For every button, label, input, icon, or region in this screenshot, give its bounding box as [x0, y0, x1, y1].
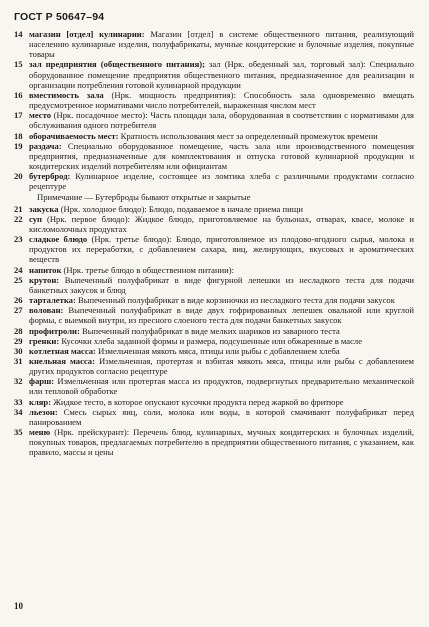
- entry-number: 21: [14, 203, 23, 214]
- entry-number: 15: [14, 59, 23, 70]
- document-header: ГОСТ Р 50647–94: [14, 11, 105, 23]
- entry-definition: Измельченная, протертая и взбитая мякоть мяса, птицы или рыбы с добавлением других продуктов согласно рецептуре: [29, 356, 414, 377]
- entry-definition: Измельченная или протертая масса из продуктов, подвергнутых предварительно механической или тепловой обработке: [29, 376, 414, 397]
- entry-term: сладкое блюдо: [29, 234, 88, 245]
- term-entry: [14, 346, 414, 356]
- term-entry: [14, 110, 414, 130]
- entry-definition: Кратность использования мест за определенный промежуток времени: [118, 130, 378, 141]
- entry-term: место: [29, 110, 51, 121]
- terms-list-a: [14, 29, 414, 192]
- entry-number: 27: [14, 305, 23, 316]
- entry-definition: (Нрк. посадочное место): Часть площади зала, оборудованная в соответствии с нормативами для обслуживания одного потребителя: [29, 110, 414, 131]
- entry-term: тарталетка:: [29, 295, 76, 306]
- entry-term: профитроли:: [29, 325, 80, 336]
- term-entry: [14, 141, 414, 171]
- entry-number: 32: [14, 376, 23, 387]
- term-entry: [14, 90, 414, 110]
- entry-number: 16: [14, 89, 23, 100]
- term-entry: [14, 336, 414, 346]
- entry-definition: (Нрк. мощность предприятия): Способность зала одновременно вмещать предусмотренное нормативами число потребителей, выраженная числом мест: [29, 89, 414, 111]
- entry-definition: Жидкое тесто, в которое опускают кусочки продукта перед жаркой во фритюре: [51, 396, 344, 407]
- entry-definition: Выпеченный полуфабрикат в виде мелких шариков из заварного теста: [79, 325, 340, 336]
- entry-number: 29: [14, 335, 23, 346]
- term-entry: [14, 305, 414, 325]
- entry-definition: Специально оборудованное помещение, часть зала или производственного помещения предприятия, предназначенные для комплектования и отпуска готовой кулинарной продукции и кондитерских изделий потребителям или официантам: [29, 140, 414, 172]
- entry-number: 30: [14, 345, 23, 356]
- term-entry: [14, 29, 414, 59]
- entry-number: 26: [14, 295, 23, 306]
- term-entry: [14, 131, 414, 141]
- entry-number: 33: [14, 396, 23, 407]
- term-entry: [14, 234, 414, 264]
- entry-number: 28: [14, 325, 23, 336]
- entry-term: кнельная масса:: [29, 356, 95, 366]
- entry-number: 17: [14, 110, 23, 121]
- entry-number: 22: [14, 213, 23, 224]
- entry-term: волован:: [29, 305, 64, 316]
- term-entry: [14, 407, 414, 427]
- entry-definition: Выпеченный полуфабрикат в виде двух гофрированных лепешек овальной или круглой формы, с выемкой внутри, из пресного слоеного теста для подачи банкетных закусок: [29, 305, 414, 326]
- entry-definition: Магазин [отдел] в системе общественного питания, реализующий населению кулинарные изделия, полуфабрикаты, мучные кондитерские и булочные изделия, покупные товары: [29, 29, 415, 60]
- term-entry: [14, 356, 414, 376]
- entry-number: 34: [14, 406, 23, 417]
- entry-term: закуска: [29, 203, 59, 214]
- term-entry: [14, 214, 414, 234]
- entry-term: льезон:: [29, 406, 58, 417]
- term-entry: [14, 295, 414, 305]
- entry-definition: зал (Нрк. обеденный зал, торговый зал): Специально оборудованное помещение предприятия общественного питания, предназначенное для реализации и организации потребления готовой кулинарной продукции: [29, 59, 414, 90]
- term-entry: [14, 204, 414, 214]
- entry-number: 23: [14, 234, 23, 245]
- page-number: 10: [14, 601, 23, 611]
- term-entry: [14, 427, 414, 457]
- entry-term: котлетная масса:: [29, 345, 96, 356]
- entry-definition: (Нрк. первое блюдо): Жидкое блюдо, приготовляемое на бульонах, отварах, квасе, молоке и кисломолочных продуктах: [29, 213, 414, 234]
- entry-definition: Кулинарное изделие, состоящее из ломтика хлеба с различными продуктами согласно рецептуре: [29, 171, 414, 192]
- entry-definition: Выпеченный полуфабрикат в виде фигурной лепешки из несладкого теста для подачи банкетных закусок и блюд: [29, 274, 414, 295]
- term-entry: [14, 265, 414, 275]
- entry-number: 35: [14, 427, 23, 438]
- entry-definition: (Нрк. прейскурант): Перечень блюд, кулинарных, мучных кондитерских и булочных изделий, покупных товаров, предлагаемых потребителю в предприятии общественного питания, с указанием, как правило, массы и цены: [29, 427, 414, 458]
- entry-term: зал предприятия (общественного питания);: [29, 59, 205, 70]
- term-entry: [14, 397, 414, 407]
- entry-term: вместимость зала: [29, 89, 104, 100]
- entry-definition: Смесь сырых яиц, соли, молока или воды, в которой смачивают полуфабрикат перед панированием: [29, 406, 414, 427]
- entry-definition: (Нрк. холодное блюдо): Блюдо, подаваемое в начале приема пищи: [58, 203, 303, 214]
- entry-term: меню: [29, 427, 51, 438]
- entry-number: 20: [14, 171, 23, 182]
- entry-number: 24: [14, 264, 23, 275]
- entry-term: гренки:: [29, 335, 60, 346]
- note-paragraph: Примечание — Бутерброды бывают открытые и закрытые: [37, 191, 251, 202]
- entry-term: магазин [отдел] кулинарии:: [29, 29, 145, 39]
- entry-definition: Измельченная мякоть мяса, птицы или рыбы с добавлением хлеба: [95, 345, 340, 356]
- entry-definition: (Нрк. третье блюдо): Блюдо, приготовляемое из плодово-ягодного сырья, молока и продуктов их переработки, с добавлением сахара, яиц, желирующих, вкусовых и ароматических веществ: [29, 234, 414, 265]
- entry-number: 18: [14, 130, 23, 141]
- term-entry: [14, 59, 414, 89]
- entry-term: напиток: [29, 264, 62, 275]
- entry-number: 19: [14, 140, 23, 151]
- entry-term: кляр:: [29, 396, 52, 407]
- term-entry: [14, 171, 414, 191]
- entry-term: бутерброд:: [29, 171, 71, 182]
- terms-list-b: [14, 204, 414, 458]
- term-entry: [14, 326, 414, 336]
- entry-number: 31: [14, 356, 23, 366]
- entry-term: суп: [29, 213, 42, 224]
- entry-number: 14: [14, 29, 23, 39]
- term-entry: [14, 376, 414, 396]
- document-body: [14, 29, 414, 458]
- entry-definition: (Нрк. третье блюдо в общественном питании):: [61, 264, 234, 275]
- entry-definition: Выпеченный полуфабрикат в виде корзиночки из несладкого теста для подачи закусок: [75, 295, 395, 306]
- entry-term: крутон:: [29, 274, 60, 285]
- entry-term: фарш:: [29, 376, 55, 387]
- entry-number: 25: [14, 274, 23, 285]
- term-entry: [14, 275, 414, 295]
- entry-term: раздача:: [29, 140, 62, 151]
- entry-term: оборачиваемость мест:: [29, 130, 119, 141]
- entry-definition: Кусочки хлеба заданной формы и размера, подсушенные или обжаренные в масле: [59, 335, 363, 346]
